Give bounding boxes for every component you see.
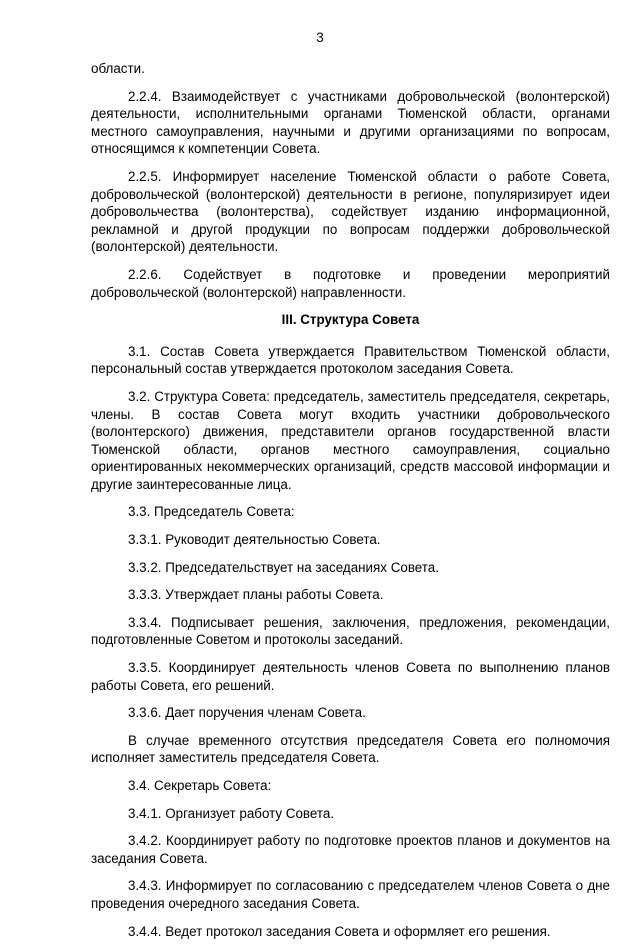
- paragraph: 2.2.4. Взаимодействует с участниками добровольческой (волонтерской) деятельности, исполнительными органами Тюменской области, органами местного самоуправления, научными и другими организациями по вопросам, относящимся к компетенции Совета.: [91, 88, 610, 157]
- paragraph: области.: [91, 61, 145, 76]
- paragraph: 2.2.6. Содействует в подготовке и проведении мероприятий добровольческой (волонтерской) направленности.: [91, 266, 610, 300]
- paragraph: 3.4. Секретарь Совета:: [128, 778, 272, 793]
- page-number: 3: [316, 30, 324, 45]
- paragraphs-after-heading: [91, 343, 610, 940]
- paragraph: 3.4.2. Координирует работу по подготовке проектов планов и документов на заседания Совета.: [91, 833, 610, 866]
- paragraphs-before-heading: [91, 60, 610, 301]
- paragraph: 3.3.1. Руководит деятельностью Совета.: [128, 532, 381, 548]
- paragraph: 3.1. Состав Совета утверждается Правительством Тюменской области, персональный состав утверждается протоколом заседания Совета.: [91, 343, 610, 377]
- paragraph: 3.2. Структура Совета: председатель, заместитель председателя, секретарь, члены. В состав Совета могут входить участники добровольческого (волонтерского) движения, представители органов государственной власти Тюменской области, органов местного самоуправления, социально ориентированных некоммерческих организаций, средств массовой информации и другие заинтересованные лица.: [91, 388, 610, 492]
- paragraph: 2.2.5. Информирует население Тюменской области о работе Совета, добровольческой (волонтерской) деятельности в регионе, популяризирует идеи добровольчества (волонтерства), содействует изданию информационной, рекламной и другой продукции по вопросам поддержки добровольческой (волонтерской) деятельности.: [91, 168, 610, 255]
- paragraph: 3.3.5. Координирует деятельность членов Совета по выполнению планов работы Совета, его решений.: [91, 660, 610, 693]
- paragraph: 3.4.1. Организует работу Совета.: [128, 805, 335, 821]
- document-body: [91, 60, 610, 950]
- paragraph: 3.3.2. Председательствует на заседаниях Совета.: [128, 559, 439, 575]
- paragraph: 3.4.4. Ведет протокол заседания Совета и оформляет его решения.: [128, 923, 551, 939]
- paragraph: 3.3.3. Утверждает планы работы Совета.: [128, 587, 384, 603]
- paragraph: В случае временного отсутствия председателя Совета его полномочия исполняет заместитель председателя Совета.: [91, 732, 610, 766]
- paragraph: 3.3. Председатель Совета:: [128, 504, 295, 520]
- section-heading: III. Структура Совета: [281, 312, 420, 328]
- paragraph: 3.4.3. Информирует по согласованию с председателем членов Совета о дне проведения очередного заседания Совета.: [91, 878, 610, 911]
- paragraph: 3.3.4. Подписывает решения, заключения, предложения, рекомендации, подготовленные Советом и протоколы заседаний.: [91, 614, 610, 648]
- paragraph: 3.3.6. Дает поручения членам Совета.: [128, 705, 366, 721]
